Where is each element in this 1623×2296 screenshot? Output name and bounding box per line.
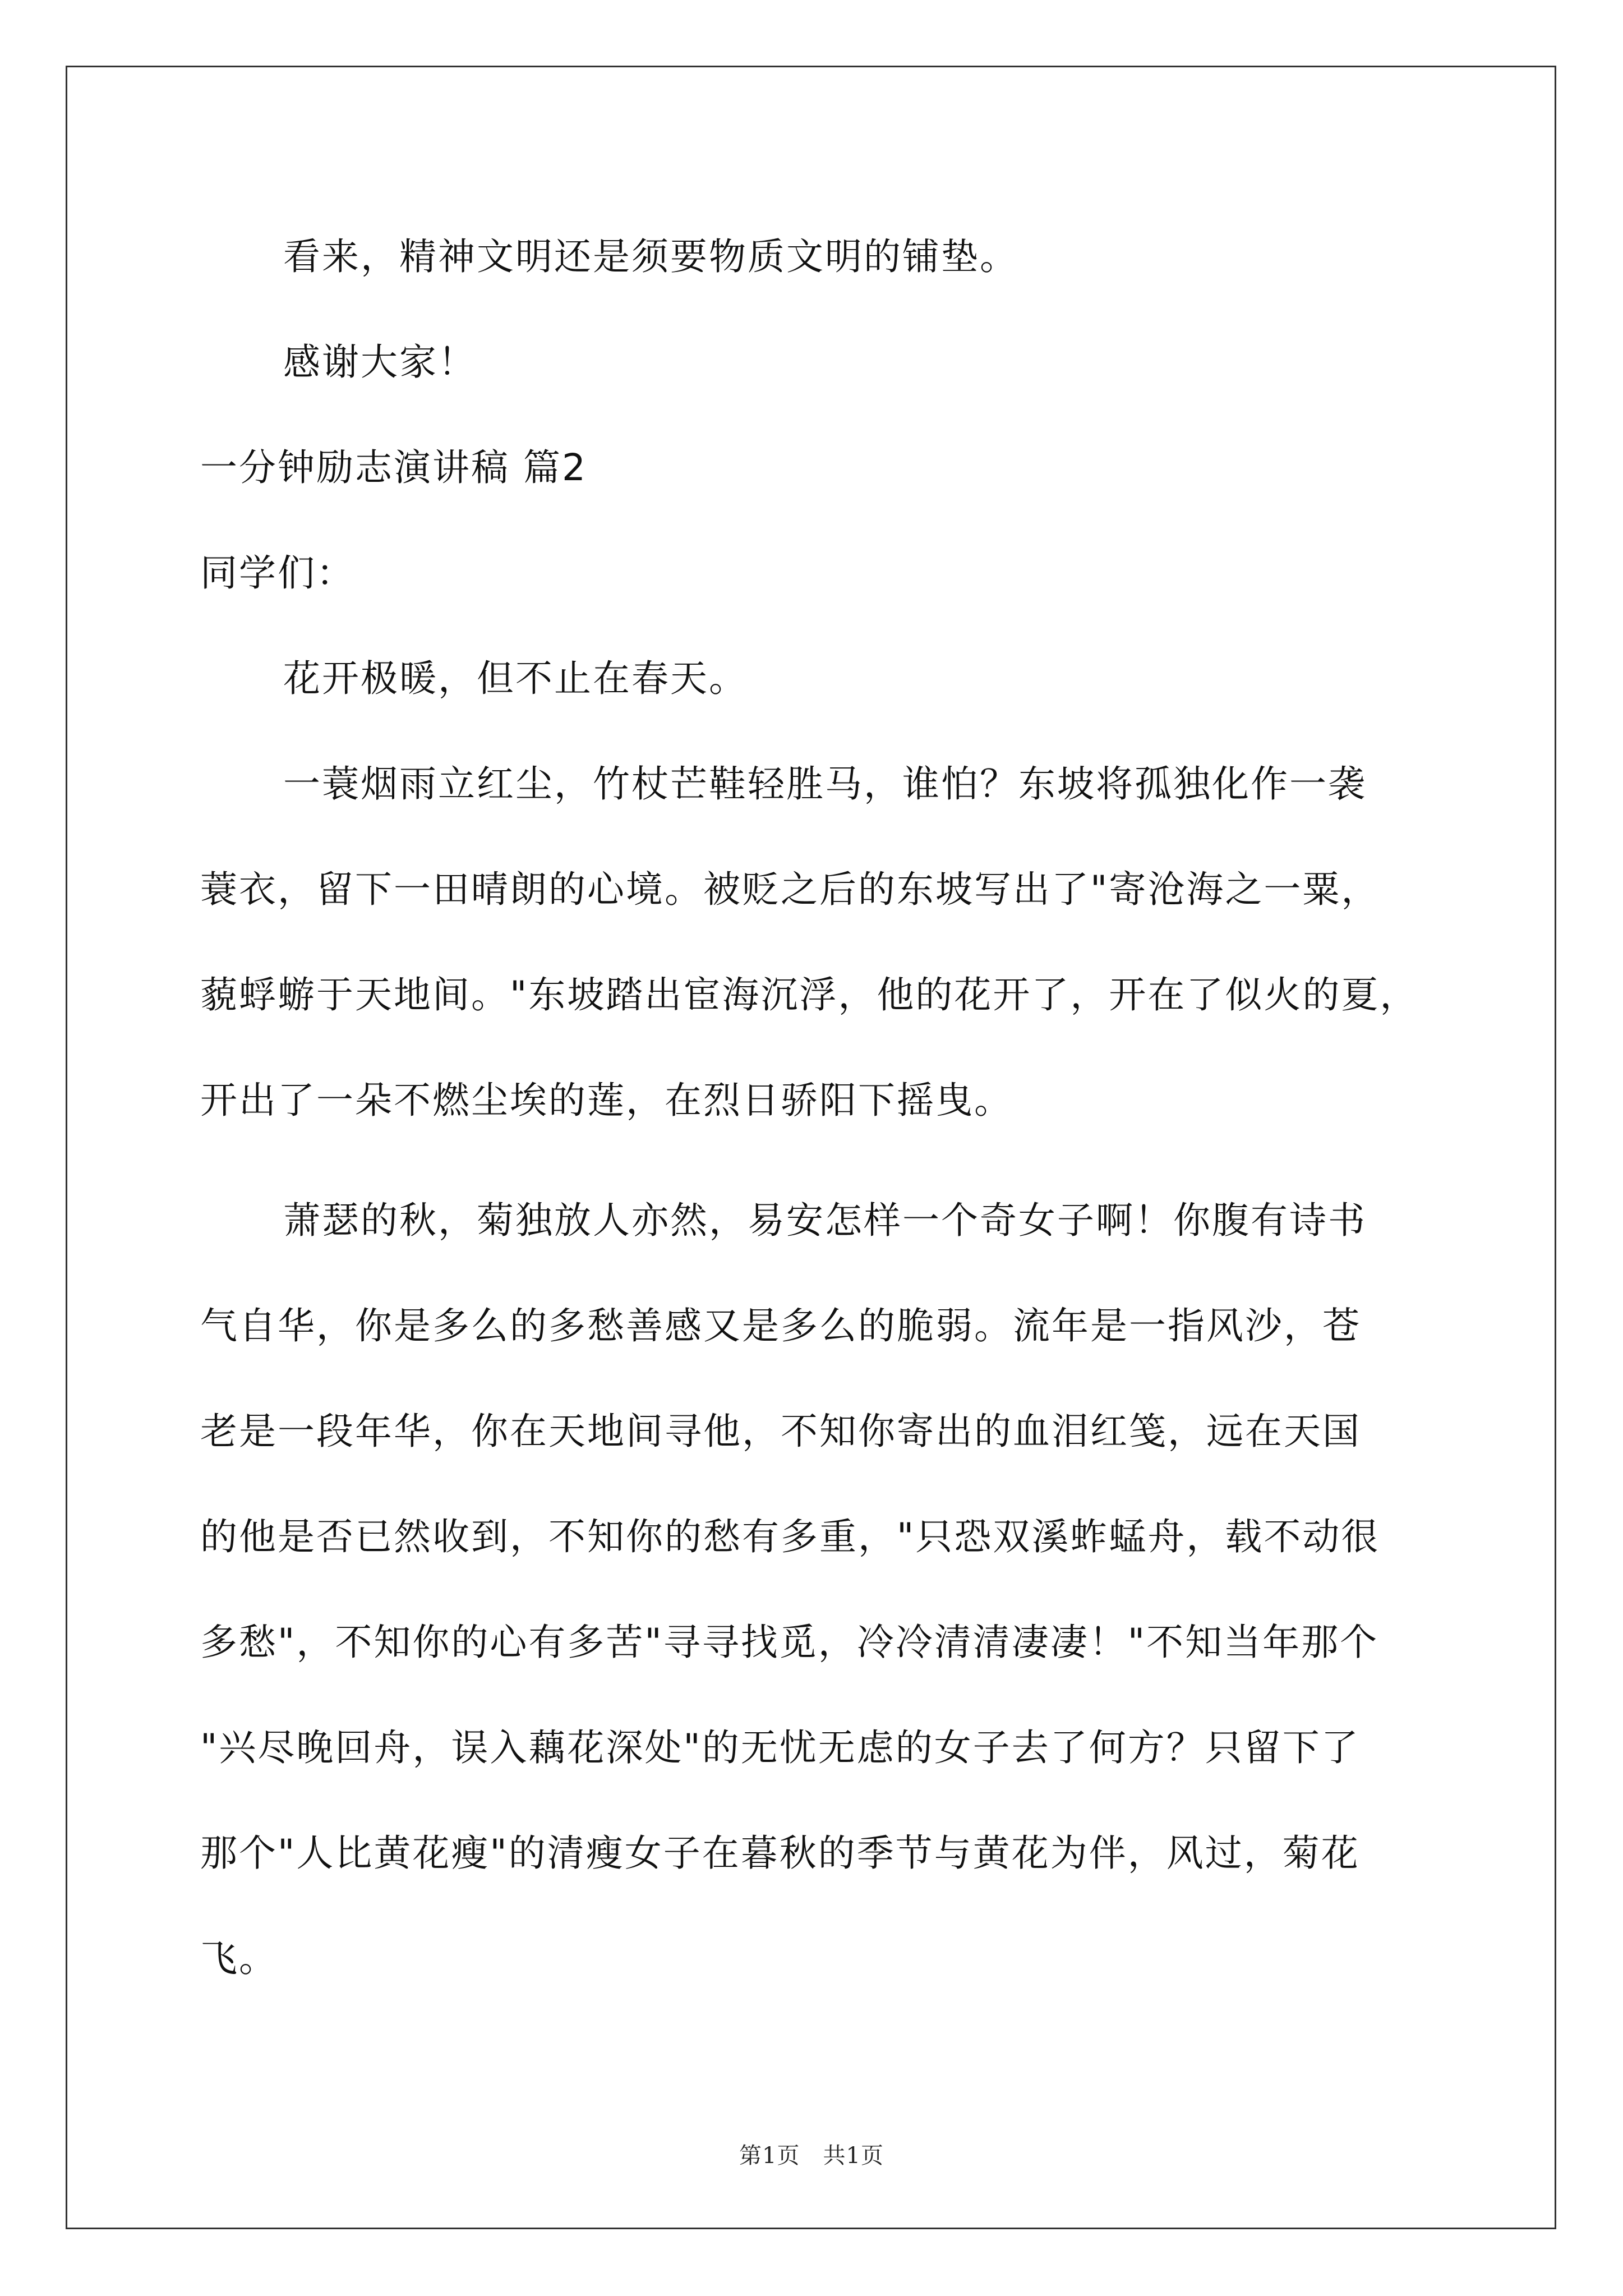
page-footer: 第1页 共1页 bbox=[739, 2143, 884, 2169]
paragraph-line: 那个"人比黄花瘦"的清瘦女子在暮秋的季节与黄花为伴，风过，菊花 bbox=[200, 1832, 1360, 1875]
paragraph-line: 藐蜉蝣于天地间。"东坡踏出宦海沉浮，他的花开了，开在了似火的夏， bbox=[200, 973, 1419, 1016]
section-heading: 一分钟励志演讲稿 篇2 bbox=[200, 446, 587, 489]
paragraph-line: "兴尽晚回舟，误入藕花深处"的无忧无虑的女子去了何方？只留下了 bbox=[200, 1726, 1360, 1769]
paragraph-line: 花开极暖，但不止在春天。 bbox=[283, 657, 748, 700]
paragraph-line: 蓑衣，留下一田晴朗的心境。被贬之后的东坡写出了"寄沧海之一粟， bbox=[200, 868, 1380, 911]
paragraph-line: 看来，精神文明还是须要物质文明的铺垫。 bbox=[283, 235, 1018, 278]
paragraph-line: 气自华，你是多么的多愁善感又是多么的脆弱。流年是一指风沙，苍 bbox=[200, 1304, 1361, 1347]
paragraph-line: 多愁"，不知你的心有多苦"寻寻找觅，冷冷清清凄凄！"不知当年那个 bbox=[200, 1621, 1379, 1664]
paragraph-line: 开出了一朵不燃尘埃的莲，在烈日骄阳下摇曳。 bbox=[200, 1079, 1013, 1122]
paragraph-line: 飞。 bbox=[200, 1937, 278, 1980]
paragraph-line: 萧瑟的秋，菊独放人亦然，易安怎样一个奇女子啊！你腹有诗书 bbox=[283, 1199, 1367, 1242]
paragraph-line: 一蓑烟雨立红尘，竹杖芒鞋轻胜马，谁怕？东坡将孤独化作一袭 bbox=[283, 762, 1367, 806]
paragraph-line: 感谢大家！ bbox=[283, 341, 477, 384]
page-border bbox=[66, 66, 1556, 2229]
paragraph-line: 老是一段年华，你在天地间寻他，不知你寄出的血泪红笺，远在天国 bbox=[200, 1410, 1361, 1453]
paragraph-line: 的他是否已然收到，不知你的愁有多重，"只恐双溪蚱蜢舟，载不动很 bbox=[200, 1515, 1380, 1558]
salutation: 同学们： bbox=[200, 551, 355, 595]
